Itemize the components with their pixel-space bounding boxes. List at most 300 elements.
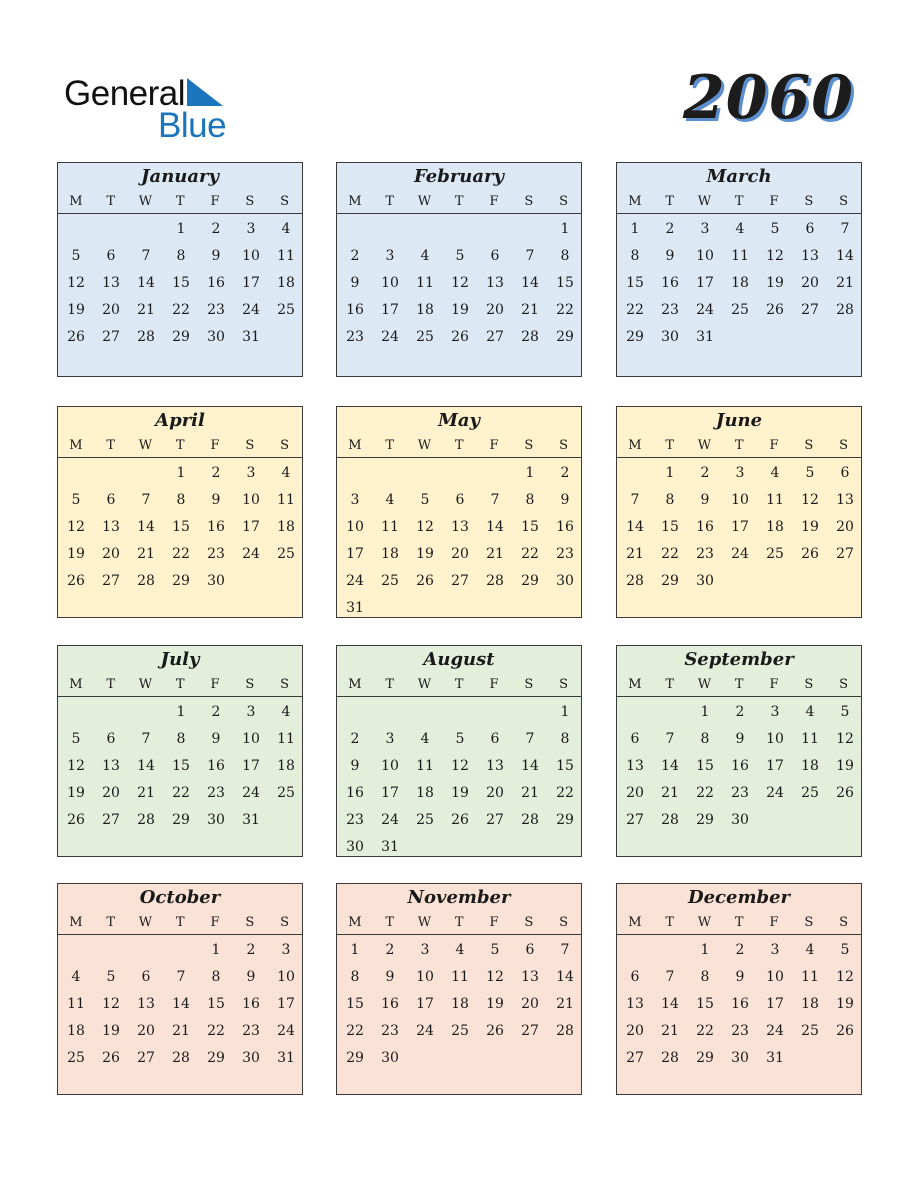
- day-cell: 18: [277, 519, 295, 535]
- empty-day-cell: [338, 216, 373, 243]
- day-cell: 25: [416, 329, 434, 345]
- day-cell: 7: [840, 221, 850, 237]
- day-cell: 22: [521, 546, 539, 562]
- empty-day-cell: [59, 937, 94, 964]
- day-cell: 10: [766, 969, 784, 985]
- day-cell: 13: [836, 492, 854, 508]
- weekday-header: S: [559, 915, 569, 930]
- day-cell: 16: [207, 758, 225, 774]
- day-cell: 31: [696, 329, 714, 345]
- day-cell: 30: [381, 1050, 399, 1066]
- weekday-header: T: [175, 677, 185, 692]
- weekday-header: M: [348, 677, 362, 692]
- day-cell: 18: [766, 519, 784, 535]
- day-cell: 18: [277, 758, 295, 774]
- day-cell: 30: [731, 1050, 749, 1066]
- day-cell: 26: [836, 1023, 854, 1039]
- day-cell: 25: [277, 546, 295, 562]
- weekday-header-row: [617, 911, 861, 935]
- day-cell: 29: [172, 573, 190, 589]
- day-cell: 3: [246, 704, 256, 720]
- weekday-header: S: [524, 915, 534, 930]
- day-cell: 20: [102, 302, 120, 318]
- weekday-header: F: [210, 194, 220, 209]
- weekday-header: W: [697, 438, 712, 453]
- day-grid: [617, 935, 861, 1072]
- day-cell: 16: [346, 302, 364, 318]
- day-cell: 22: [172, 785, 190, 801]
- day-cell: 26: [836, 785, 854, 801]
- day-cell: 2: [560, 465, 570, 481]
- weekday-header: M: [628, 677, 642, 692]
- day-cell: 25: [801, 785, 819, 801]
- day-cell: 27: [521, 1023, 539, 1039]
- empty-day-cell: [164, 937, 199, 964]
- day-cell: 4: [455, 942, 465, 958]
- day-cell: 14: [661, 996, 679, 1012]
- day-cell: 20: [451, 546, 469, 562]
- weekday-header: M: [628, 915, 642, 930]
- day-cell: 15: [172, 519, 190, 535]
- weekday-header: F: [769, 915, 779, 930]
- day-cell: 14: [521, 758, 539, 774]
- day-cell: 22: [207, 1023, 225, 1039]
- day-cell: 3: [385, 731, 395, 747]
- day-cell: 27: [801, 302, 819, 318]
- day-cell: 29: [556, 329, 574, 345]
- day-cell: 10: [277, 969, 295, 985]
- day-cell: 29: [626, 329, 644, 345]
- day-cell: 12: [102, 996, 120, 1012]
- weekday-header: T: [734, 194, 744, 209]
- weekday-header: W: [697, 194, 712, 209]
- weekday-header-row: [617, 673, 861, 697]
- day-cell: 28: [661, 1050, 679, 1066]
- day-cell: 7: [665, 731, 675, 747]
- empty-day-cell: [94, 216, 129, 243]
- weekday-header-row: [617, 190, 861, 214]
- day-cell: 30: [207, 573, 225, 589]
- day-cell: 25: [766, 546, 784, 562]
- empty-day-cell: [129, 460, 164, 487]
- day-cell: 24: [731, 546, 749, 562]
- day-cell: 14: [137, 275, 155, 291]
- day-cell: 6: [805, 221, 815, 237]
- day-cell: 21: [661, 1023, 679, 1039]
- day-cell: 16: [731, 996, 749, 1012]
- day-cell: 24: [346, 573, 364, 589]
- day-cell: 19: [451, 302, 469, 318]
- day-cell: 14: [137, 758, 155, 774]
- day-cell: 10: [766, 731, 784, 747]
- day-cell: 24: [242, 302, 260, 318]
- day-cell: 17: [277, 996, 295, 1012]
- weekday-header: S: [559, 194, 569, 209]
- day-cell: 6: [630, 969, 640, 985]
- day-cell: 26: [766, 302, 784, 318]
- day-cell: 20: [836, 519, 854, 535]
- logo-word-general: General: [64, 74, 186, 113]
- day-cell: 15: [556, 758, 574, 774]
- weekday-header: T: [175, 438, 185, 453]
- empty-day-cell: [443, 216, 478, 243]
- weekday-header: T: [734, 438, 744, 453]
- day-cell: 28: [556, 1023, 574, 1039]
- weekday-header: M: [348, 915, 362, 930]
- day-grid: [337, 214, 581, 351]
- day-cell: 21: [172, 1023, 190, 1039]
- day-cell: 31: [277, 1050, 295, 1066]
- day-cell: 29: [207, 1050, 225, 1066]
- day-cell: 20: [102, 546, 120, 562]
- day-cell: 8: [560, 248, 570, 264]
- month-title: July: [160, 649, 200, 670]
- day-cell: 8: [700, 969, 710, 985]
- day-cell: 27: [137, 1050, 155, 1066]
- day-cell: 23: [242, 1023, 260, 1039]
- day-cell: 4: [71, 969, 81, 985]
- day-cell: 9: [211, 731, 221, 747]
- empty-day-cell: [513, 216, 548, 243]
- day-cell: 7: [141, 731, 151, 747]
- day-cell: 4: [420, 731, 430, 747]
- weekday-header: S: [804, 915, 814, 930]
- day-cell: 5: [840, 942, 850, 958]
- day-cell: 24: [242, 546, 260, 562]
- day-cell: 13: [486, 275, 504, 291]
- day-grid: [337, 935, 581, 1072]
- month-july: [57, 645, 303, 857]
- day-cell: 23: [346, 329, 364, 345]
- day-cell: 31: [766, 1050, 784, 1066]
- day-grid: [337, 697, 581, 861]
- day-cell: 5: [71, 731, 81, 747]
- weekday-header: S: [280, 438, 290, 453]
- month-title: December: [687, 887, 791, 908]
- weekday-header-row: [58, 911, 302, 935]
- day-cell: 7: [141, 492, 151, 508]
- day-cell: 6: [106, 731, 116, 747]
- day-cell: 11: [416, 275, 434, 291]
- day-cell: 17: [731, 519, 749, 535]
- day-grid: [58, 935, 302, 1072]
- day-cell: 5: [71, 248, 81, 264]
- weekday-header: T: [665, 438, 674, 453]
- day-cell: 2: [700, 465, 710, 481]
- day-cell: 13: [137, 996, 155, 1012]
- day-cell: 30: [696, 573, 714, 589]
- day-cell: 11: [277, 492, 295, 508]
- empty-day-cell: [129, 699, 164, 726]
- empty-day-cell: [94, 699, 129, 726]
- weekday-header: F: [210, 677, 220, 692]
- day-cell: 3: [420, 942, 430, 958]
- day-cell: 2: [246, 942, 256, 958]
- day-cell: 29: [172, 329, 190, 345]
- day-cell: 31: [346, 600, 364, 616]
- day-cell: 23: [556, 546, 574, 562]
- day-cell: 18: [801, 758, 819, 774]
- day-cell: 3: [281, 942, 291, 958]
- day-cell: 9: [246, 969, 256, 985]
- day-cell: 16: [661, 275, 679, 291]
- weekday-header: W: [697, 915, 712, 930]
- day-cell: 5: [420, 492, 430, 508]
- day-cell: 21: [521, 302, 539, 318]
- day-cell: 15: [556, 275, 574, 291]
- day-cell: 10: [242, 492, 260, 508]
- day-cell: 11: [801, 731, 819, 747]
- weekday-header: T: [106, 915, 115, 930]
- day-cell: 9: [350, 275, 360, 291]
- weekday-header: W: [138, 438, 153, 453]
- weekday-header: W: [697, 677, 712, 692]
- day-cell: 28: [626, 573, 644, 589]
- day-cell: 12: [486, 969, 504, 985]
- day-cell: 5: [455, 248, 465, 264]
- day-cell: 13: [102, 519, 120, 535]
- day-cell: 20: [102, 785, 120, 801]
- day-cell: 25: [381, 573, 399, 589]
- day-cell: 15: [696, 996, 714, 1012]
- day-cell: 21: [836, 275, 854, 291]
- day-cell: 1: [176, 465, 186, 481]
- day-cell: 27: [451, 573, 469, 589]
- weekday-header: S: [804, 677, 814, 692]
- day-grid: [617, 214, 861, 351]
- day-cell: 19: [836, 996, 854, 1012]
- day-cell: 13: [626, 996, 644, 1012]
- empty-day-cell: [129, 937, 164, 964]
- weekday-header: S: [839, 194, 849, 209]
- day-cell: 21: [137, 302, 155, 318]
- weekday-header: W: [417, 194, 432, 209]
- day-cell: 25: [451, 1023, 469, 1039]
- day-cell: 5: [840, 704, 850, 720]
- empty-day-cell: [59, 460, 94, 487]
- day-cell: 14: [556, 969, 574, 985]
- day-cell: 12: [451, 275, 469, 291]
- day-cell: 3: [246, 221, 256, 237]
- day-cell: 28: [172, 1050, 190, 1066]
- day-cell: 16: [207, 519, 225, 535]
- day-grid: [58, 458, 302, 595]
- weekday-header: T: [385, 915, 394, 930]
- weekday-header: F: [210, 438, 220, 453]
- day-cell: 21: [626, 546, 644, 562]
- day-cell: 23: [381, 1023, 399, 1039]
- day-cell: 10: [731, 492, 749, 508]
- weekday-header: F: [769, 438, 779, 453]
- day-cell: 20: [801, 275, 819, 291]
- day-grid: [58, 697, 302, 834]
- empty-day-cell: [408, 699, 443, 726]
- weekday-header: M: [69, 438, 83, 453]
- day-grid: [617, 697, 861, 834]
- empty-day-cell: [478, 460, 513, 487]
- day-cell: 3: [770, 704, 780, 720]
- day-cell: 17: [242, 519, 260, 535]
- day-cell: 18: [67, 1023, 85, 1039]
- month-title: November: [407, 887, 511, 908]
- weekday-header: S: [280, 915, 290, 930]
- weekday-header: S: [804, 194, 814, 209]
- day-cell: 12: [836, 731, 854, 747]
- weekday-header: F: [769, 194, 779, 209]
- day-cell: 26: [67, 812, 85, 828]
- day-cell: 24: [766, 1023, 784, 1039]
- day-cell: 21: [661, 785, 679, 801]
- day-cell: 17: [416, 996, 434, 1012]
- day-cell: 6: [455, 492, 465, 508]
- day-cell: 15: [626, 275, 644, 291]
- day-cell: 1: [630, 221, 640, 237]
- day-cell: 26: [801, 546, 819, 562]
- weekday-header: S: [524, 677, 534, 692]
- day-cell: 9: [700, 492, 710, 508]
- empty-day-cell: [653, 699, 688, 726]
- empty-day-cell: [373, 460, 408, 487]
- day-cell: 3: [350, 492, 360, 508]
- day-cell: 22: [626, 302, 644, 318]
- day-cell: 9: [385, 969, 395, 985]
- month-june: [616, 406, 862, 618]
- day-grid: [58, 214, 302, 351]
- day-cell: 11: [731, 248, 749, 264]
- day-cell: 15: [346, 996, 364, 1012]
- weekday-header: T: [734, 677, 744, 692]
- day-cell: 1: [176, 221, 186, 237]
- day-cell: 27: [486, 812, 504, 828]
- year-title: 2060: [683, 63, 854, 133]
- weekday-header: T: [106, 677, 115, 692]
- weekday-header: F: [489, 677, 499, 692]
- day-cell: 5: [455, 731, 465, 747]
- weekday-header: T: [665, 915, 674, 930]
- day-cell: 23: [731, 1023, 749, 1039]
- day-cell: 23: [207, 302, 225, 318]
- day-cell: 10: [346, 519, 364, 535]
- day-cell: 14: [836, 248, 854, 264]
- day-cell: 17: [242, 758, 260, 774]
- day-cell: 6: [490, 248, 500, 264]
- logo-word-blue: Blue: [158, 106, 227, 145]
- day-cell: 26: [67, 573, 85, 589]
- day-cell: 22: [556, 302, 574, 318]
- month-title: March: [706, 166, 772, 187]
- day-cell: 27: [626, 1050, 644, 1066]
- day-cell: 10: [696, 248, 714, 264]
- day-cell: 26: [486, 1023, 504, 1039]
- day-cell: 1: [700, 942, 710, 958]
- day-cell: 1: [700, 704, 710, 720]
- day-cell: 17: [766, 758, 784, 774]
- day-cell: 2: [385, 942, 395, 958]
- day-cell: 10: [381, 758, 399, 774]
- day-cell: 29: [661, 573, 679, 589]
- day-cell: 7: [176, 969, 186, 985]
- day-cell: 26: [102, 1050, 120, 1066]
- day-cell: 9: [735, 969, 745, 985]
- day-cell: 2: [735, 942, 745, 958]
- day-cell: 11: [67, 996, 85, 1012]
- day-cell: 3: [770, 942, 780, 958]
- day-cell: 12: [67, 758, 85, 774]
- day-cell: 11: [766, 492, 784, 508]
- day-cell: 30: [556, 573, 574, 589]
- weekday-header-row: [58, 673, 302, 697]
- day-cell: 8: [176, 492, 186, 508]
- day-cell: 14: [661, 758, 679, 774]
- weekday-header: S: [804, 438, 814, 453]
- day-cell: 27: [102, 329, 120, 345]
- day-cell: 21: [556, 996, 574, 1012]
- weekday-header: S: [245, 915, 255, 930]
- day-cell: 13: [521, 969, 539, 985]
- day-cell: 2: [350, 248, 360, 264]
- month-february: [336, 162, 582, 377]
- weekday-header: M: [348, 194, 362, 209]
- day-cell: 29: [556, 812, 574, 828]
- day-cell: 4: [805, 704, 815, 720]
- day-cell: 11: [416, 758, 434, 774]
- day-cell: 14: [486, 519, 504, 535]
- weekday-header: T: [454, 915, 464, 930]
- weekday-header: S: [839, 915, 849, 930]
- weekday-header-row: [617, 434, 861, 458]
- day-cell: 1: [211, 942, 221, 958]
- day-cell: 4: [385, 492, 395, 508]
- day-cell: 11: [277, 248, 295, 264]
- day-cell: 22: [696, 1023, 714, 1039]
- day-cell: 11: [451, 969, 469, 985]
- day-cell: 30: [661, 329, 679, 345]
- day-cell: 23: [696, 546, 714, 562]
- day-cell: 1: [176, 704, 186, 720]
- day-cell: 18: [451, 996, 469, 1012]
- day-cell: 12: [451, 758, 469, 774]
- day-cell: 28: [486, 573, 504, 589]
- day-cell: 7: [525, 248, 535, 264]
- day-cell: 18: [277, 275, 295, 291]
- weekday-header: M: [69, 915, 83, 930]
- day-cell: 24: [277, 1023, 295, 1039]
- day-cell: 6: [525, 942, 535, 958]
- weekday-header: W: [417, 915, 432, 930]
- weekday-header-row: [337, 911, 581, 935]
- day-cell: 1: [525, 465, 535, 481]
- weekday-header: M: [628, 438, 642, 453]
- weekday-header-row: [58, 434, 302, 458]
- day-cell: 17: [346, 546, 364, 562]
- month-april: [57, 406, 303, 618]
- day-cell: 27: [626, 812, 644, 828]
- day-cell: 15: [172, 275, 190, 291]
- day-cell: 2: [211, 704, 221, 720]
- day-cell: 30: [346, 839, 364, 855]
- day-cell: 24: [696, 302, 714, 318]
- day-cell: 29: [696, 812, 714, 828]
- day-cell: 31: [242, 329, 260, 345]
- weekday-header: M: [628, 194, 642, 209]
- day-cell: 20: [521, 996, 539, 1012]
- day-cell: 19: [67, 302, 85, 318]
- day-cell: 22: [172, 546, 190, 562]
- day-cell: 30: [207, 812, 225, 828]
- day-cell: 17: [766, 996, 784, 1012]
- day-cell: 31: [242, 812, 260, 828]
- day-cell: 9: [350, 758, 360, 774]
